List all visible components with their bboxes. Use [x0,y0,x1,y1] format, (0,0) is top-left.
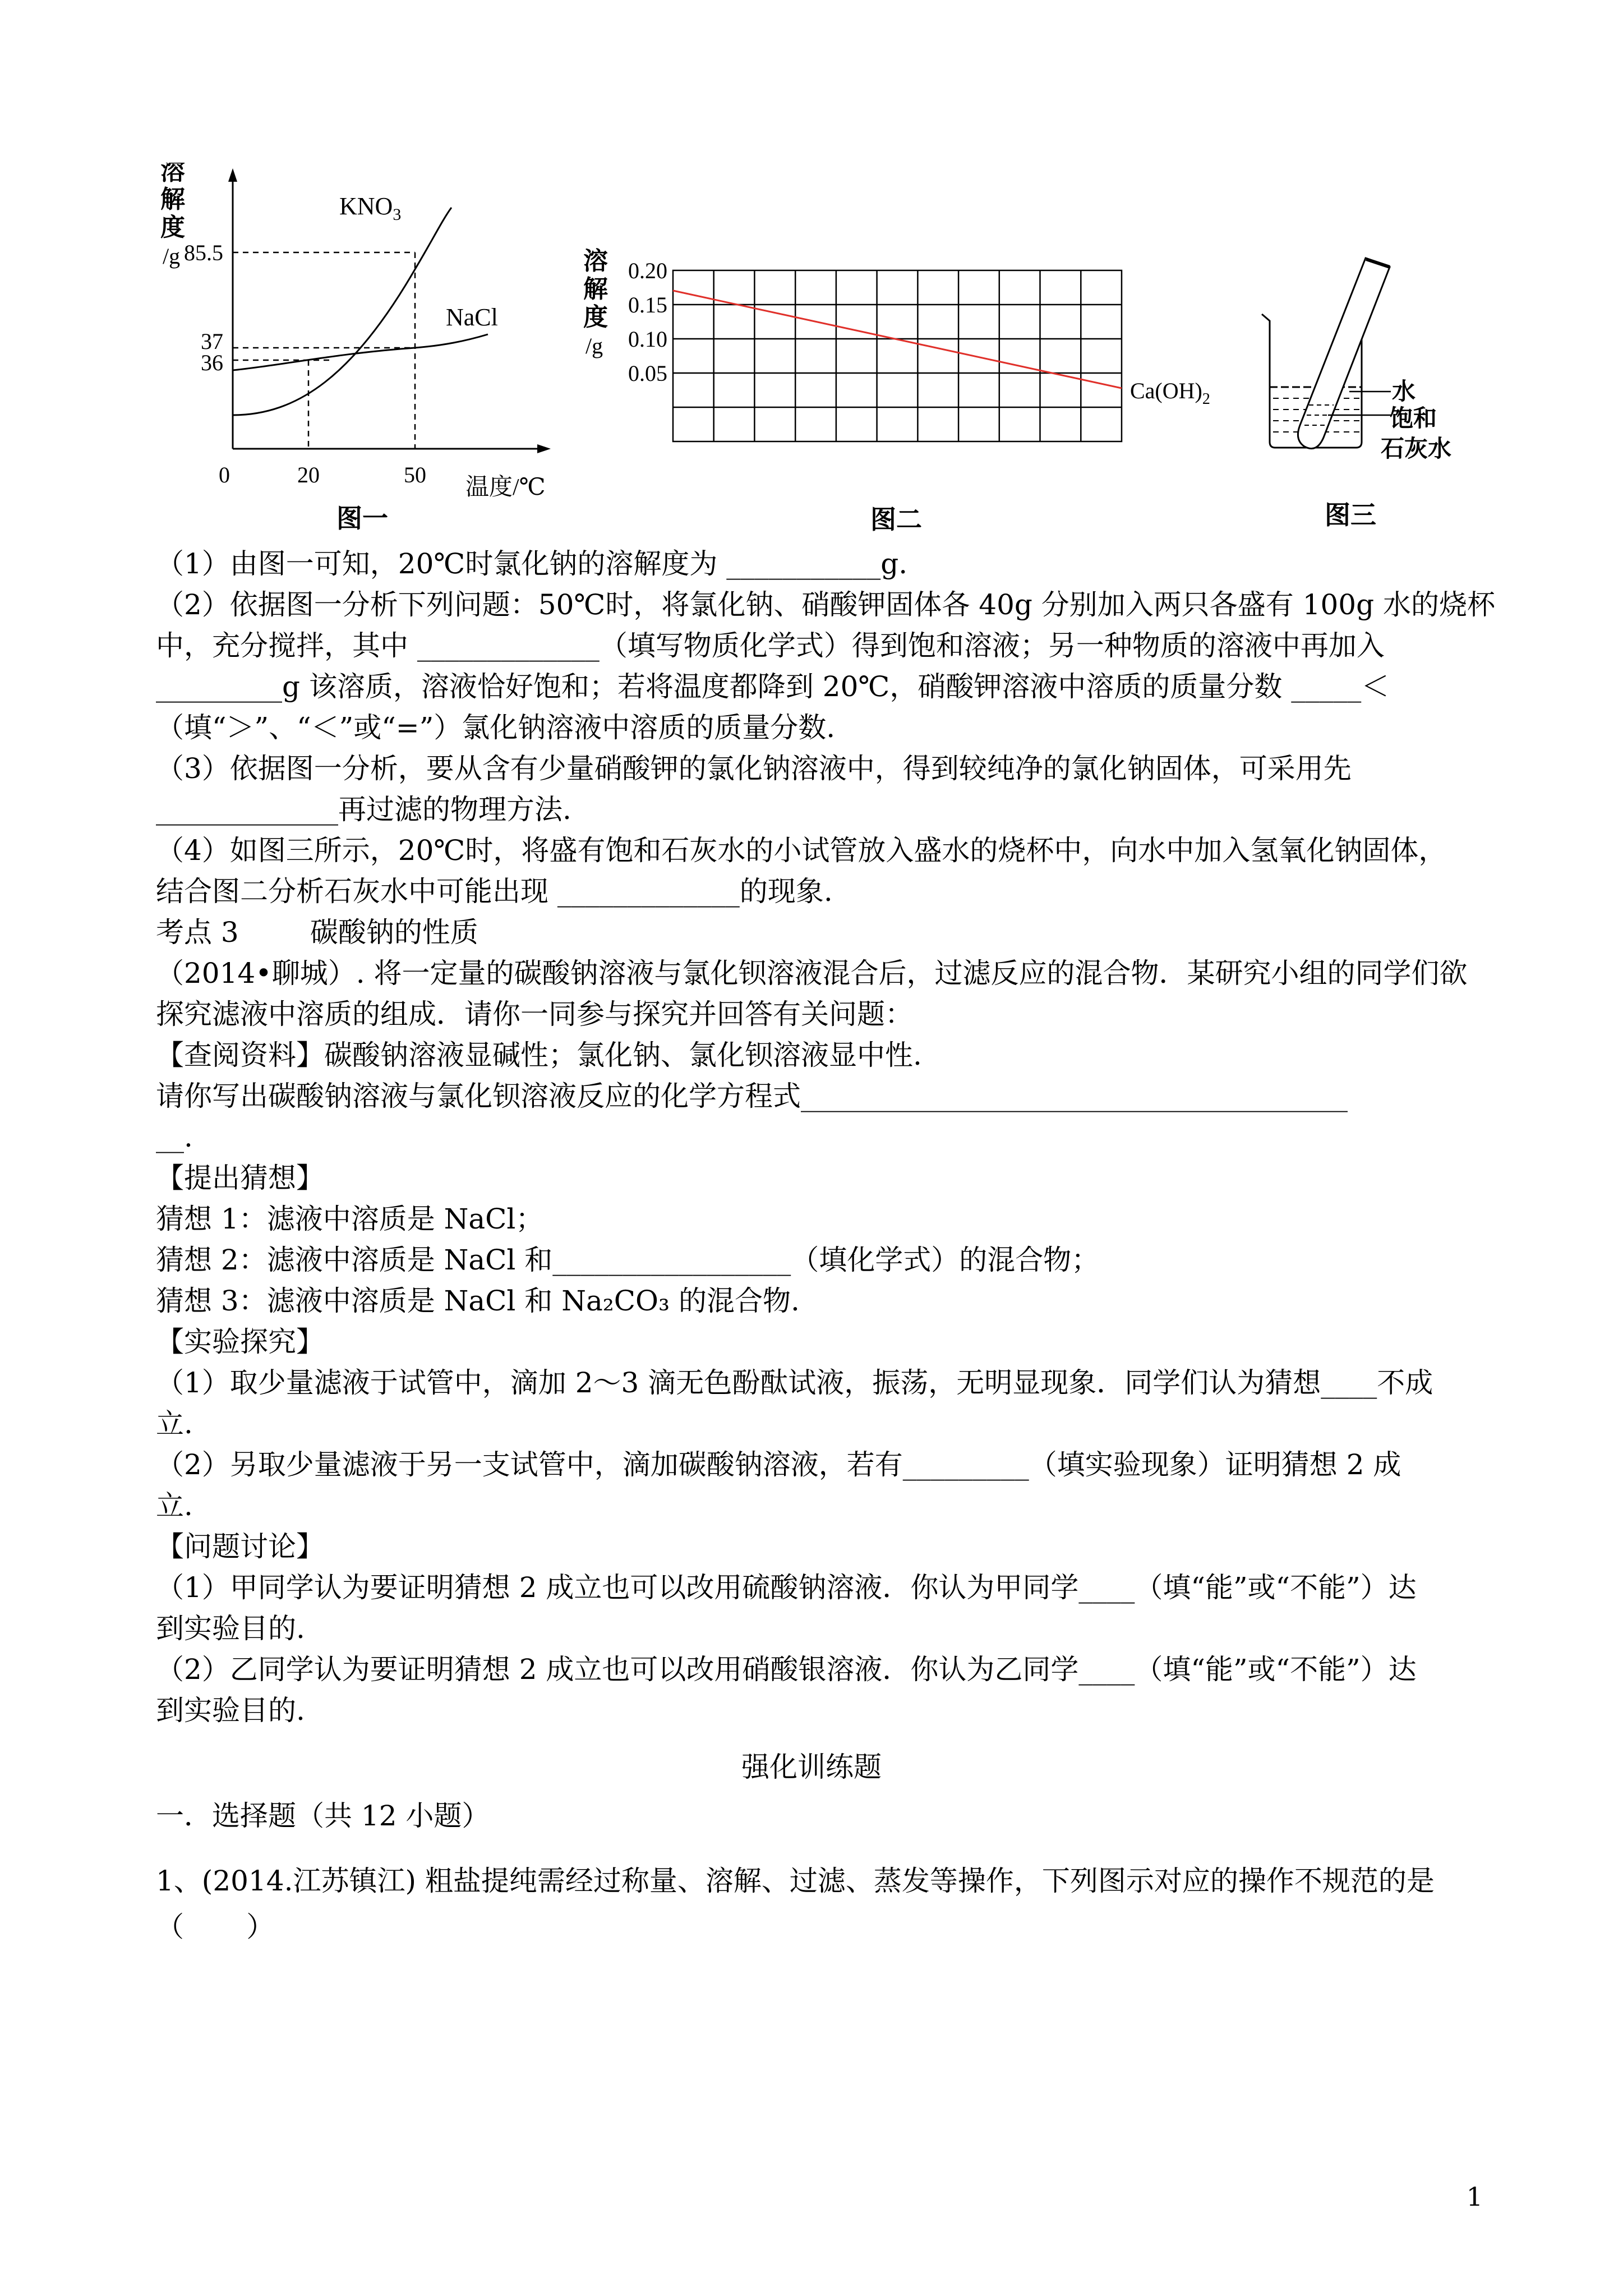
section-line: __. [156,1121,193,1153]
question-line: （3）依据图一分析，要从含有少量硝酸钾的氯化钠溶液中，得到较纯净的氯化钠固体，可采用先 [156,752,1352,785]
section-line: 立. [156,1407,193,1440]
fig1-ylabel-char: 溶 [160,163,185,185]
fig1-nacl-curve [233,334,488,370]
figure-3-caption: 图三 [1325,500,1376,530]
fig2-ylabel-char: 解 [583,275,608,303]
fig3-label-water: 水 [1392,379,1416,405]
fig2-ylabel-char: 溶 [583,247,608,275]
section-line: 到实验目的. [156,1694,305,1727]
section-line: （2）另取少量滤液于另一支试管中，滴加碳酸钠溶液，若有_________（填实验现象）证明猜想 2 成 [156,1448,1401,1481]
training-subtitle: 一．选择题（共 12 小题） [156,1800,490,1832]
fig1-xtick: 50 [404,462,426,487]
section-line: （2014•聊城）. 将一定量的碳酸钠溶液与氯化钡溶液混合后，过滤反应的混合物．某研究小组的同学们欲 [156,957,1468,990]
fig2-ylabel-char: /g [585,333,603,358]
question-line: （1）由图一可知，20℃时氯化钠的溶解度为 ___________g. [156,547,908,580]
question-line: （2）依据图一分析下列问题：50℃时，将氯化钠、硝酸钾固体各 40g 分别加入两只各盛有 100g 水的烧杯 [156,588,1496,621]
section-line: 【问题讨论】 [156,1530,324,1563]
section-line: （2）乙同学认为要证明猜想 2 成立也可以改用硝酸银溶液．你认为乙同学____（填“能”或“不能”）达 [156,1653,1417,1686]
question-line: （4）如图三所示，20℃时，将盛有饱和石灰水的小试管放入盛水的烧杯中，向水中加入氢氧化钠固体， [156,834,1447,867]
figure-2-chart [578,247,1228,482]
fig1-ylabel-char: /g [163,243,181,269]
fig2-ytick: 0.05 [628,361,667,386]
fig1-xlabel: 温度/℃ [465,475,546,500]
fig1-y-arrow [228,168,237,182]
section-line: 【提出猜想】 [156,1162,324,1194]
fig2-grid [673,270,1122,441]
fig2-ylabel-char: 度 [583,303,608,331]
fig1-kno3-curve [233,208,451,415]
page-number: 1 [1466,2182,1483,2212]
fig2-ytick: 0.20 [628,258,667,283]
section-line: 【查阅资料】碳酸钠溶液显碱性；氯化钠、氯化钡溶液显中性. [156,1039,922,1071]
section-line: （1）取少量滤液于试管中，滴加 2～3 滴无色酚酞试液，振荡，无明显现象．同学们认为猜想____不成 [156,1366,1433,1399]
fig2-ytick: 0.10 [628,326,667,352]
figure-2-caption: 图二 [870,504,922,535]
training-q1: 1、(2014.江苏镇江) 粗盐提纯需经过称量、溶解、过滤、蒸发等操作，下列图示对应的操作不规范的是 [156,1865,1435,1897]
training-title: 强化训练题 [741,1751,882,1783]
figure-3-apparatus [1251,247,1486,482]
fig1-ytick: 37 [201,329,223,354]
fig1-xtick: 0 [219,462,230,487]
training-q1-paren: （ ） [156,1911,275,1943]
question-line: _________g 该溶质，溶液恰好饱和；若将温度都降到 20℃，硝酸钾溶液中溶质的质量分数 _____＜ [156,670,1390,703]
section-line: 探究滤液中溶质的组成．请你一同参与探究并回答有关问题： [156,998,913,1030]
fig1-ylabel-char: 度 [160,214,185,241]
fig2-ytick: 0.15 [628,292,667,318]
section-line: 立. [156,1489,193,1522]
question-line: （填“＞”、“＜”或“=”）氯化钠溶液中溶质的质量分数. [156,711,836,744]
fig1-ytick: 36 [201,350,223,375]
fig1-ytick: 85.5 [184,240,223,265]
section-line: 到实验目的. [156,1612,305,1645]
fig1-x-arrow [537,444,551,453]
section-line: （1）甲同学认为要证明猜想 2 成立也可以改用硫酸钠溶液．你认为甲同学____（填“能”或“不能”）达 [156,1571,1417,1604]
fig1-series-kno3: $KNO_3$ [339,192,402,224]
figure-1 [151,163,566,527]
figure-1-caption: 图一 [336,503,388,533]
fig1-xtick: 20 [297,462,320,487]
section-line: 猜想 2：滤液中溶质是 NaCl 和_________________（填化学式）的混合物； [156,1244,1100,1276]
fig1-ylabel-char: 解 [160,186,185,213]
figure-1-chart [151,163,566,527]
figure-3 [1251,247,1486,482]
fig3-label-saturated: 饱和 [1390,406,1437,432]
fig3-label-limewater: 石灰水 [1381,436,1452,462]
section-line: 请你写出碳酸钠溶液与氯化钡溶液反应的化学方程式_______________________________________ [156,1080,1348,1112]
section-title: 考点 3 碳酸钠的性质 [156,916,478,949]
question-line: 中，充分搅拌，其中 _____________（填写物质化学式）得到饱和溶液；另一种物质的溶液中再加入 [156,629,1385,662]
fig3-test-tube [1298,258,1390,449]
question-line: 结合图二分析石灰水中可能出现 _____________的现象. [156,875,833,908]
fig1-series-nacl: NaCl [446,303,498,331]
figure-2 [578,247,1228,482]
fig2-series-caoh2: $Ca(OH)_2$ [1130,378,1210,408]
question-line: _____________再过滤的物理方法. [156,793,571,826]
section-line: 猜想 3：滤液中溶质是 NaCl 和 Na₂CO₃ 的混合物. [156,1285,800,1317]
section-line: 猜想 1：滤液中溶质是 NaCl； [156,1203,544,1235]
section-line: 【实验探究】 [156,1326,324,1358]
